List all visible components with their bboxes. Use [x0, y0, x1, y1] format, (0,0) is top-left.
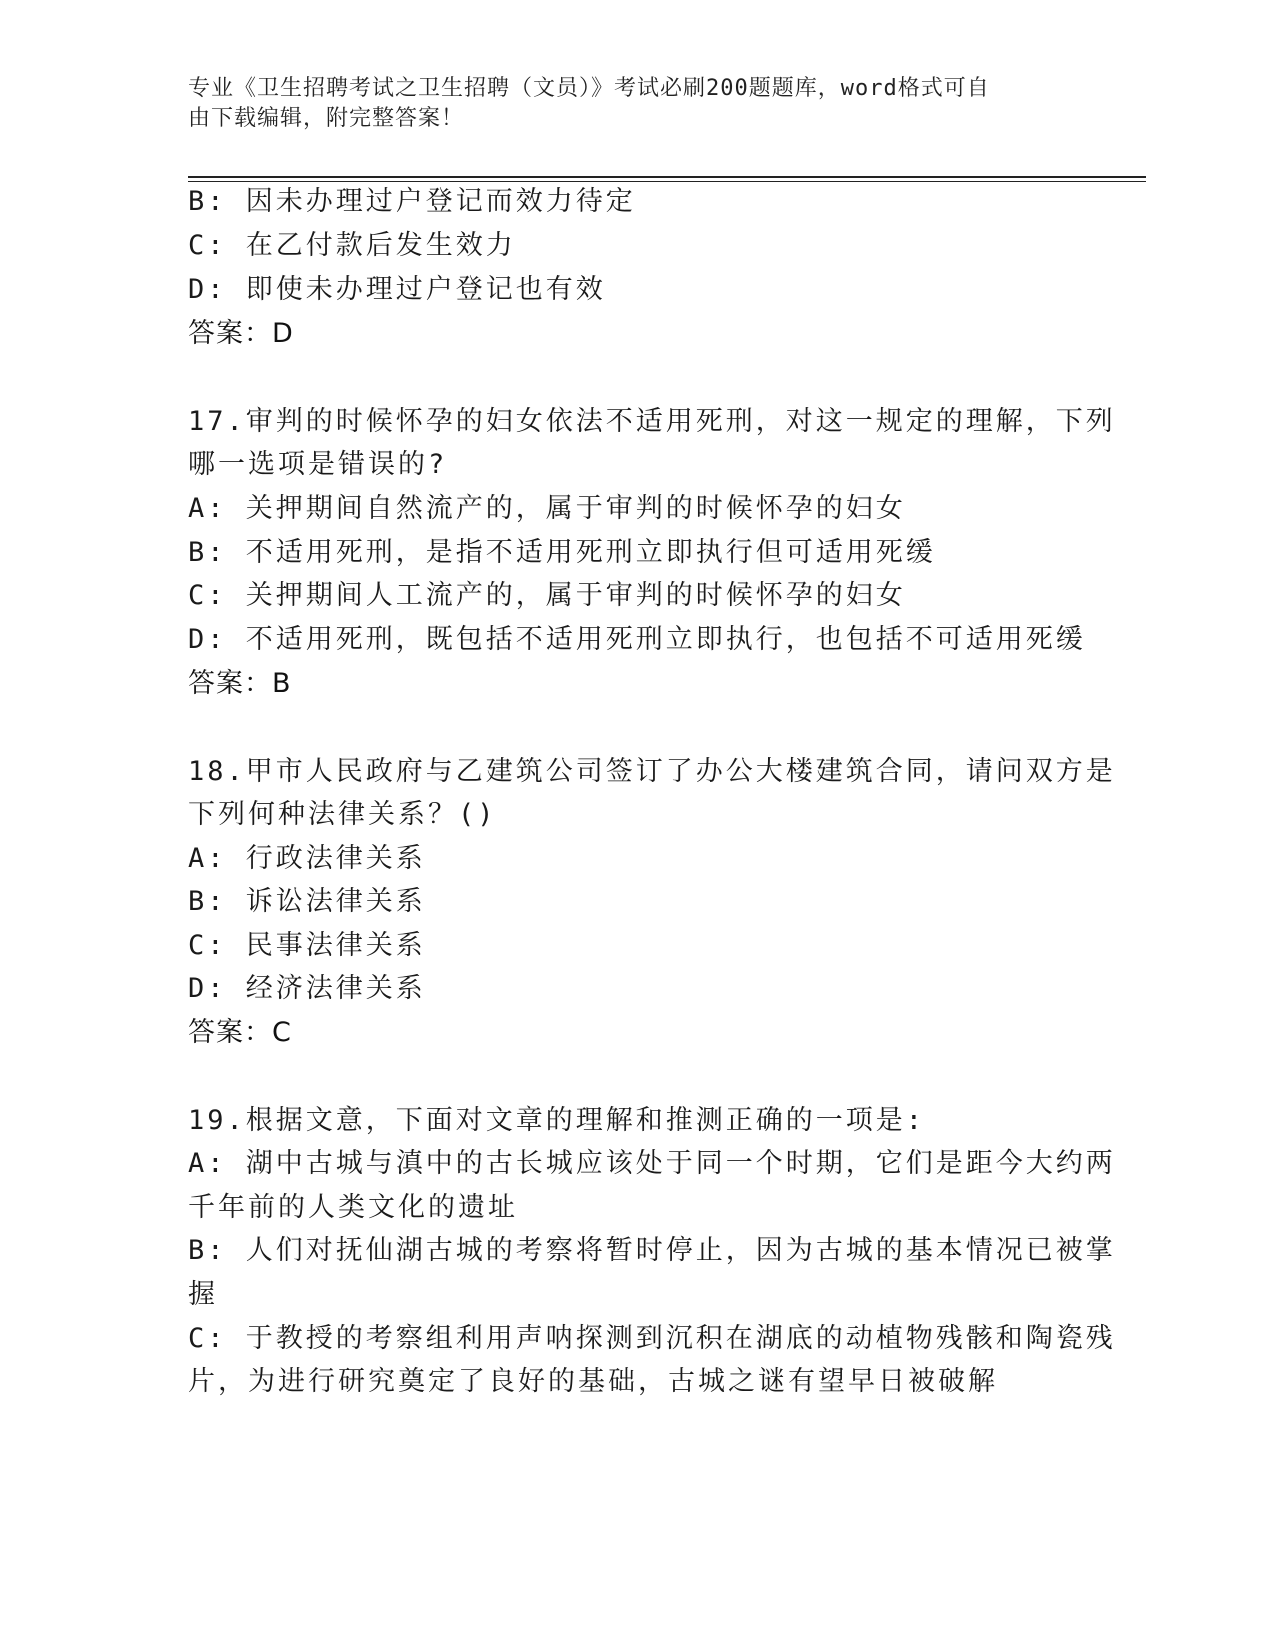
q16-option-d: D: 即使未办理过户登记也有效 — [188, 274, 606, 305]
q19-question-line-1: 19.根据文意，下面对文章的理解和推测正确的一项是: — [188, 1105, 926, 1136]
q19-option-a-line-2: 千年前的人类文化的遗址 — [188, 1192, 518, 1223]
q17-question-line-1: 17.审判的时候怀孕的妇女依法不适用死刑，对这一规定的理解，下列 — [188, 406, 1116, 437]
q19-option-a-line-1: A: 湖中古城与滇中的古长城应该处于同一个时期，它们是距今大约两 — [188, 1148, 1116, 1179]
header-line-2: 由下载编辑，附完整答案！ — [188, 106, 465, 131]
q19-option-c-line-1: C: 于教授的考察组利用声呐探测到沉积在湖底的动植物残骸和陶瓷残 — [188, 1323, 1116, 1354]
q19-option-b-line-1: B: 人们对抚仙湖古城的考察将暂时停止，因为古城的基本情况已被掌 — [188, 1235, 1116, 1266]
q17-option-b: B: 不适用死刑，是指不适用死刑立即执行但可适用死缓 — [188, 537, 936, 568]
q18-option-d: D: 经济法律关系 — [188, 973, 426, 1004]
header-line-1: 专业《卫生招聘考试之卫生招聘（文员）》考试必刷200题题库，word格式可自 — [188, 76, 990, 101]
page-header — [188, 74, 1068, 134]
q18-option-b: B: 诉讼法律关系 — [188, 886, 426, 917]
q16-option-c: C: 在乙付款后发生效力 — [188, 230, 516, 261]
q18-question-line-1: 18.甲市人民政府与乙建筑公司签订了办公大楼建筑合同，请问双方是 — [188, 756, 1116, 787]
q18-question-line-2: 下列何种法律关系？() — [188, 799, 497, 830]
q17-option-c: C: 关押期间人工流产的，属于审判的时候怀孕的妇女 — [188, 580, 906, 611]
q17-option-d: D: 不适用死刑，既包括不适用死刑立即执行，也包括不可适用死缓 — [188, 624, 1086, 655]
q16-option-b: B: 因未办理过户登记而效力待定 — [188, 186, 636, 217]
q17-option-a: A: 关押期间自然流产的，属于审判的时候怀孕的妇女 — [188, 493, 906, 524]
header-divider-thin — [188, 181, 1146, 182]
header-divider-thick — [188, 176, 1146, 178]
q19-option-c-line-2: 片，为进行研究奠定了良好的基础，古城之谜有望早日被破解 — [188, 1366, 998, 1397]
q18-option-a: A: 行政法律关系 — [188, 843, 426, 874]
q18-answer: 答案：C — [188, 1017, 292, 1048]
q17-answer: 答案：B — [188, 668, 292, 699]
q16-answer: 答案：D — [188, 318, 294, 349]
q17-question-line-2: 哪一选项是错误的? — [188, 449, 448, 480]
q19-option-b-line-2: 握 — [188, 1279, 218, 1310]
q18-option-c: C: 民事法律关系 — [188, 930, 426, 961]
